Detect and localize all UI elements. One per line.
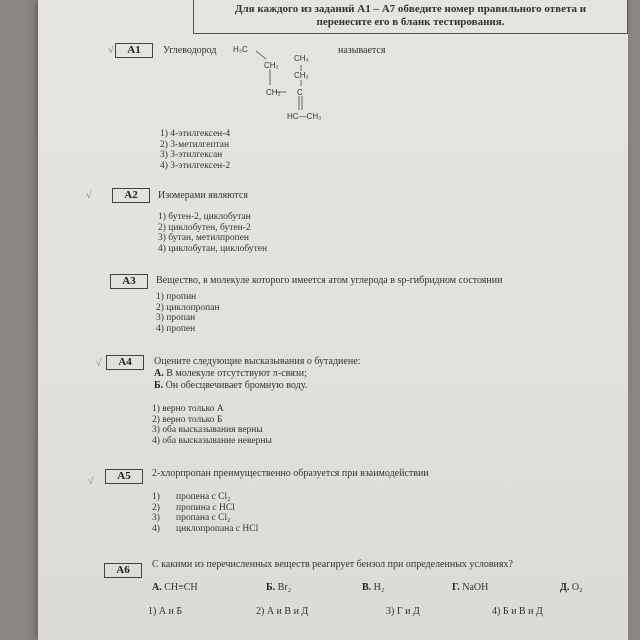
option-a2-3[interactable]: 3) бутан, метилпропен [158,233,250,243]
question-number-a3: А3 [110,274,148,289]
question-number-a5: А5 [105,469,143,484]
question-text-a1: Углеводород [163,45,217,56]
check-mark-a4: √ [96,358,102,369]
option-a4-1[interactable]: 1) верно только А [152,404,224,414]
formula-ch2-c: CH₂ [266,88,281,97]
question-text-a4 [154,356,360,392]
test-sheet [38,0,628,640]
formula-ch3-top: CH₃ [294,54,309,63]
option-a2-2[interactable]: 2) циклобутен, бутен-2 [158,222,251,233]
check-mark-a2: √ [86,190,92,201]
question-text-a6: С какими из перечисленных веществ реагирует бензол при определенных условиях? [152,559,513,570]
option-a5-3[interactable]: 3) пропана с Cl₂ [152,513,231,523]
choice-b: Б. Br₂ [266,582,292,593]
formula-h3c: H₃C [233,45,248,54]
question-number-a6: А6 [104,563,142,578]
choice-a: А. CH≡CH [152,582,198,593]
options-a1 [160,129,230,171]
instructions-line-1: Для каждого из заданий А1 – А7 обведите номер правильного ответа и [234,3,587,15]
option-a2-4[interactable]: 4) циклобутан, циклобутен [158,243,268,254]
answer-a6-1[interactable]: 1) А и Б [148,606,183,617]
formula-ch2-b: CH₂ [294,71,309,80]
instructions-line-2: перенесите его в бланк тестирования. [316,16,505,28]
check-mark-a1: √ [108,45,114,56]
options-a3 [156,292,220,334]
statement-b: Б. Он обесцвечивает бромную воду. [154,380,308,391]
option-a3-3[interactable]: 3) пропан [156,313,196,323]
question-text-a3: Вещество, в молекуле которого имеется атом углерода в sp-гибридном состоянии [156,275,503,286]
formula-c: C [297,88,303,97]
question-number-a4: А4 [106,355,144,370]
option-a2-1[interactable]: 1) бутен-2, циклобутан [158,212,251,222]
answer-a6-3[interactable]: 3) Г и Д [386,606,420,617]
formula-ch2-a: CH₂ [264,61,279,70]
options-a4 [152,404,272,446]
options-a2 [158,212,267,254]
check-mark-a5: √ [88,476,94,487]
instructions-header [193,0,628,34]
option-a5-2[interactable]: 2) пропина с HCl [152,502,235,513]
option-a4-4[interactable]: 4) оба высказывание неверны [152,435,272,446]
choice-g: Г. NaOH [452,582,489,593]
option-a4-3[interactable]: 3) оба высказывания верны [152,425,263,435]
option-a5-4[interactable]: 4) циклопропана с HCl [152,523,259,534]
formula-hc-ch3: HC—CH₃ [287,112,322,121]
option-a4-2[interactable]: 2) верно только Б [152,414,223,425]
question-prompt-a4: Оцените следующие высказывания о бутадиене: [154,356,361,367]
question-text-a2: Изомерами являются [158,190,248,201]
question-text-a5: 2-хлорпропан преимущественно образуется при взаимодействии [152,468,429,479]
option-a1-3[interactable]: 3) 3-этилгексан [160,150,223,160]
option-a1-4[interactable]: 4) 3-этилгексен-2 [160,160,231,171]
option-a3-1[interactable]: 1) пропин [156,292,197,302]
question-number-a2: А2 [112,188,150,203]
choice-v: В. H₂ [362,582,385,593]
option-a3-2[interactable]: 2) циклопропан [156,302,220,313]
question-number-a1: А1 [115,43,153,58]
option-a1-1[interactable]: 1) 4-этилгексен-4 [160,129,231,139]
statement-a: А. В молекуле отсутствуют π-связи; [154,368,307,379]
option-a1-2[interactable]: 2) 3-метилгептан [160,139,230,150]
answer-a6-2[interactable]: 2) А и В и Д [256,606,309,617]
answer-a6-4[interactable]: 4) Б и В и Д [492,606,543,617]
choice-d: Д. O₂ [560,582,583,593]
question-suffix-a1: называется [338,45,386,56]
options-a5 [152,492,259,534]
option-a3-4[interactable]: 4) пропен [156,323,196,334]
option-a5-1[interactable]: 1) пропена с Cl₂ [152,492,231,502]
